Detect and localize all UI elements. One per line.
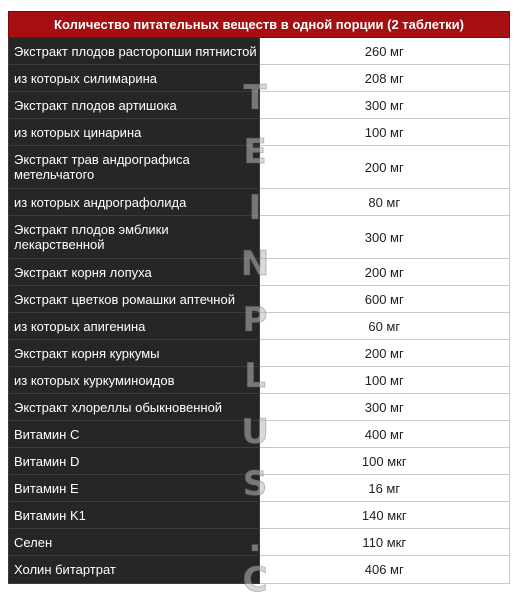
nutrient-amount: 60 мг xyxy=(259,313,510,340)
table-row xyxy=(9,502,510,529)
table-row xyxy=(9,38,510,65)
nutrient-name: из которых андрографолида xyxy=(9,189,260,216)
table-body xyxy=(9,38,510,584)
nutrient-amount: 208 мг xyxy=(259,65,510,92)
table-row xyxy=(9,146,510,189)
table-row xyxy=(9,394,510,421)
watermark-letter: N xyxy=(240,244,270,284)
nutrient-amount: 100 мг xyxy=(259,367,510,394)
nutrient-amount: 100 мкг xyxy=(259,448,510,475)
table-row xyxy=(9,367,510,394)
nutrient-name: Экстракт корня куркумы xyxy=(9,340,260,367)
nutrient-name: из которых апигенина xyxy=(9,313,260,340)
nutrient-amount: 200 мг xyxy=(259,340,510,367)
nutrient-name: Экстракт плодов эмблики лекарственной xyxy=(9,216,260,259)
nutrient-name: из которых силимарина xyxy=(9,65,260,92)
table-row xyxy=(9,448,510,475)
nutrient-amount: 200 мг xyxy=(259,259,510,286)
watermark-letter: C xyxy=(242,560,268,600)
nutrient-amount: 300 мг xyxy=(259,216,510,259)
table-row xyxy=(9,65,510,92)
watermark-letter: E xyxy=(243,132,267,172)
nutrition-table xyxy=(8,11,510,584)
nutrient-name: Витамин K1 xyxy=(9,502,260,529)
nutrient-amount: 200 мг xyxy=(259,146,510,189)
table-row xyxy=(9,216,510,259)
nutrient-name: Экстракт корня лопуха xyxy=(9,259,260,286)
nutrient-name: Экстракт трав андрографиса метельчатого xyxy=(9,146,260,189)
nutrient-name: из которых цинарина xyxy=(9,119,260,146)
watermark-letter: S xyxy=(242,464,268,504)
table-row xyxy=(9,556,510,584)
nutrient-amount: 300 мг xyxy=(259,394,510,421)
nutrient-name: Экстракт хлореллы обыкновенной xyxy=(9,394,260,421)
nutrient-name: Экстракт плодов расторопши пятнистой xyxy=(9,38,260,65)
nutrient-amount: 16 мг xyxy=(259,475,510,502)
nutrient-amount: 100 мг xyxy=(259,119,510,146)
table-row xyxy=(9,313,510,340)
table-row xyxy=(9,475,510,502)
nutrient-amount: 400 мг xyxy=(259,421,510,448)
nutrient-amount: 260 мг xyxy=(259,38,510,65)
nutrient-amount: 80 мг xyxy=(259,189,510,216)
nutrient-name: Витамин C xyxy=(9,421,260,448)
watermark-letter: T xyxy=(243,78,267,118)
table-row xyxy=(9,259,510,286)
table-row xyxy=(9,119,510,146)
nutrient-amount: 110 мкг xyxy=(259,529,510,556)
watermark-letter: L xyxy=(244,356,266,396)
table-row xyxy=(9,340,510,367)
table-header-row xyxy=(9,12,510,38)
watermark-letter: P xyxy=(242,300,268,340)
table-row xyxy=(9,529,510,556)
table-row xyxy=(9,189,510,216)
nutrient-name: из которых куркуминоидов xyxy=(9,367,260,394)
nutrient-amount: 140 мкг xyxy=(259,502,510,529)
table-row xyxy=(9,421,510,448)
watermark-letter: . xyxy=(248,520,262,560)
table-row xyxy=(9,286,510,313)
nutrient-name: Экстракт цветков ромашки аптечной xyxy=(9,286,260,313)
nutrient-amount: 300 мг xyxy=(259,92,510,119)
nutrient-name: Витамин E xyxy=(9,475,260,502)
nutrient-name: Экстракт плодов артишока xyxy=(9,92,260,119)
nutrient-name: Витамин D xyxy=(9,448,260,475)
nutrient-name: Холин битартрат xyxy=(9,556,260,584)
nutrient-name: Селен xyxy=(9,529,260,556)
table-header: Количество питательных веществ в одной порции (2 таблетки) xyxy=(9,12,510,38)
watermark-letter: I xyxy=(248,188,262,228)
table-row xyxy=(9,92,510,119)
watermark-letter: U xyxy=(241,412,269,452)
nutrient-amount: 406 мг xyxy=(259,556,510,584)
nutrient-amount: 600 мг xyxy=(259,286,510,313)
